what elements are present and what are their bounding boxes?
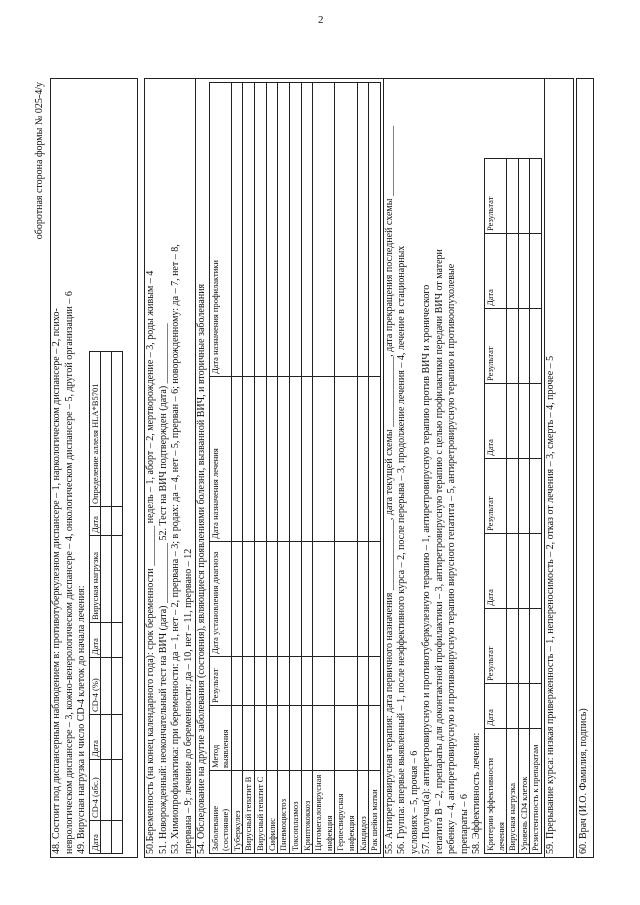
s56-line1: 56. Группа: впервые выявленный – 1, после неэффективного курса – 2, после перерыва – 3, продолжение лечения – 4, лечение в стационарных [396, 245, 408, 854]
page-number: 2 [318, 14, 324, 26]
form-header: оборотная сторона формы № 025-4/у [34, 82, 45, 240]
s49-title: 49. Вирусная нагрузка и число CD-4 клеток до начала лечения: [76, 585, 87, 854]
table-row [243, 83, 255, 854]
table-row [301, 83, 313, 854]
table-row [335, 83, 357, 854]
row-label: Вирусный гепатит В [243, 771, 255, 854]
table-row [530, 159, 542, 854]
row-label: Цитомегаловирусная инфекция [313, 771, 335, 854]
row-label: Уровень CD4 клеток [518, 729, 530, 854]
section-50-59 [144, 78, 574, 858]
s54-h0: Заболевание (состояние) [209, 771, 231, 854]
s56-line2: условиях – 5, прочая – 6 [408, 750, 420, 854]
s58-h2: Результат [484, 609, 506, 684]
viral-load-table [89, 351, 124, 854]
row-label: Рак шейки матки [369, 771, 381, 854]
s60: 60. Врач (И.О. Фамилия, подпись) [578, 708, 589, 854]
s58-h8: Результат [484, 159, 506, 234]
diseases-table [209, 82, 381, 854]
effectiveness-table [484, 158, 542, 854]
row-label: Кандидоз [357, 771, 369, 854]
s53-line1: 53. Химиопрофилактика: при беременности: да – 1, нет – 2, прервана – 3; в родах: да – 4, нет – 5, прерван – 6; новорожденному: да – 7, нет – 8, [170, 244, 181, 854]
s58-title: 58. Эффективность лечения: [471, 732, 483, 854]
s58-h5: Дата [484, 384, 506, 459]
s58-h6: Результат [484, 309, 506, 384]
table-row [255, 83, 267, 854]
row-label: Токсоплазмоз [289, 771, 301, 854]
rotated-form-content [34, 78, 598, 858]
table-row [266, 83, 278, 854]
table-row [369, 83, 381, 854]
table-row [289, 83, 301, 854]
row-label: Резистентность к препаратам [530, 729, 542, 854]
doctor-signature [576, 78, 594, 858]
s51: 51. Новорожденный: неокончательный тест на ВИЧ (дата) ____________ 52. Тест на ВИЧ подтвержден (дата) ____________ [157, 323, 169, 854]
s58-h0: Критерии эффективности лечения [484, 729, 506, 854]
s54-h1: Метод выявления [209, 706, 231, 771]
table-row [313, 83, 335, 854]
table-row [357, 83, 369, 854]
row-label: Вирусная нагрузка [507, 729, 519, 854]
row-label: Герпесвирусная инфекция [335, 771, 357, 854]
s49-h2: Дата [89, 715, 101, 760]
s54-h5: Дата назначения профилактики [209, 83, 231, 377]
s55: 55. Антиретровирусная терапия: дата первичного назначения ______________, дата текущей схемы ______________, дата прекращения последней схемы ______________ [383, 79, 397, 857]
s48-line2: неврологическом диспансере – 3, кожно-венерологическом диспансере – 4, онкологическом диспансере – 5, другой организации – 6 [63, 291, 75, 854]
s59: 59. Прерывание курса: низкая приверженность – 1, непереносимость – 2, отказ от лечения – 3, смерть – 4, прочее – 5 [544, 79, 558, 857]
table-row [278, 83, 290, 854]
s49-h5: Вирусная нагрузка [89, 536, 101, 623]
row-label: Вирусный гепатит С [255, 771, 267, 854]
s57-line3: ребенку – 4, антиретровирусную и противовирусную терапию вирусного гепатита – 5, антиретровирусную терапию и противоопухолевые [446, 263, 458, 854]
s54-h2: Результат [209, 657, 231, 706]
s58-h3: Дата [484, 534, 506, 609]
section-48-49 [50, 78, 138, 858]
s50: 50.Беременность (на конец календарного года): срок беременности ________ недель – 1, аборт – 2, мертворождение – 3, роды живым – 4 [145, 270, 156, 854]
s57-line2: гепатита В – 2, препараты для доконтактной профилактики – 3, антиретровирусную терапию с целью профилактики передачи ВИЧ от матери [433, 249, 445, 854]
row-label: Криптококкоз [301, 771, 313, 854]
s49-h6: Дата [89, 507, 101, 536]
s54-h4: Дата назначения лечения [209, 377, 231, 542]
s58-h7: Дата [484, 234, 506, 309]
s49-h1: CD-4 (абс.) [89, 760, 101, 821]
row-label: Пневмоцистоз [278, 771, 290, 854]
s57-line4: препараты – 6 [458, 794, 470, 854]
s54-title: 54. Обследование на другие заболевания (состояния), являющиеся проявлениями болезни, вызванной ВИЧ, и вторичные заболевания [195, 79, 209, 857]
s58-h1: Дата [484, 684, 506, 729]
s49-h7: Определение аллеля HLA*B5701 [89, 352, 101, 507]
table-row [101, 352, 112, 854]
row-label: Сифилис [266, 771, 278, 854]
s54-h3: Дата установления диагноза [209, 542, 231, 657]
s58-h4: Результат [484, 459, 506, 534]
table-row [231, 83, 243, 854]
s49-h3: CD-4 (%) [89, 658, 101, 715]
s53-line2: прервана – 9; лечение до беременности: да – 10, нет – 11, прервано – 12 [182, 548, 194, 854]
table-row [518, 159, 530, 854]
row-label: Туберкулез [231, 771, 243, 854]
s48-line1: 48. Состоит под диспансерным наблюдением в: противотуберкулезном диспансере – 1, наркологическом диспансере – 2, психо- [51, 308, 62, 854]
table-row [112, 352, 123, 854]
s57-line1: 57. Получал(а): антиретровирусную и противотуберкулезную терапию – 1, антиретровирусную терапию против ВИЧ и хронического [421, 284, 433, 854]
s49-h0: Дата [89, 821, 101, 854]
table-row [507, 159, 519, 854]
s49-h4: Дата [89, 623, 101, 658]
